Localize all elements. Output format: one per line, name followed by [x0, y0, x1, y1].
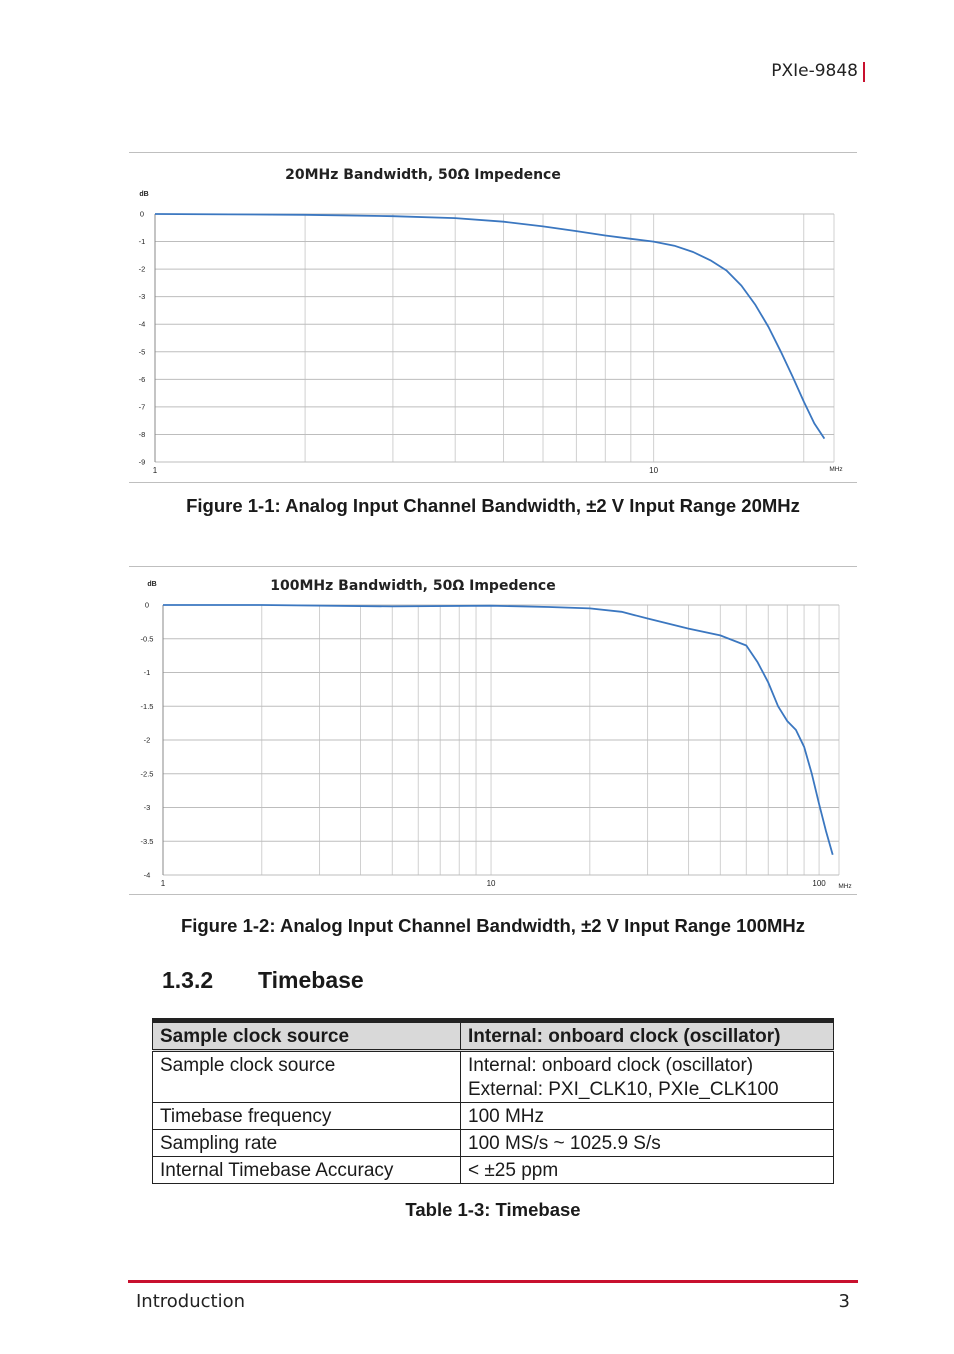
table-cell-value: 100 MS/s ~ 1025.9 S/s: [461, 1130, 834, 1157]
y-tick-label: -2: [143, 735, 151, 745]
x-axis-label: MHz: [829, 466, 843, 473]
table-row: [153, 1051, 834, 1103]
x-tick-label: 10: [486, 879, 496, 888]
y-axis-label: dB: [147, 581, 157, 588]
x-tick-label: 10: [649, 466, 659, 475]
y-tick-label: -4: [138, 319, 146, 329]
table-row: [153, 1157, 834, 1184]
y-tick-label: -8: [138, 429, 146, 439]
series-line: [155, 214, 824, 439]
table-cell-label: Internal Timebase Accuracy: [153, 1157, 461, 1184]
figure-1-chart: [129, 152, 857, 483]
x-tick-label: 1: [160, 879, 166, 888]
figure-2-chart: [129, 566, 857, 895]
y-tick-label: -0.5: [140, 634, 154, 644]
y-tick-label: -4: [143, 870, 151, 880]
y-tick-label: -1: [143, 668, 151, 677]
table-cell-line: External: PXI_CLK10, PXIe_CLK100: [468, 1079, 779, 1100]
table-cell-label: Sample clock source: [153, 1051, 461, 1103]
y-tick-label: -7: [138, 402, 146, 412]
y-tick-label: -3.5: [140, 836, 154, 846]
section-number: 1.3.2: [162, 967, 214, 993]
y-tick-label: -2.5: [140, 769, 154, 779]
table-row: [153, 1103, 834, 1130]
section-heading: [162, 967, 364, 994]
header-product-name: PXIe-9848: [771, 61, 858, 81]
y-axis-label: dB: [139, 191, 149, 198]
table-cell-value: 100 MHz: [461, 1103, 834, 1130]
y-tick-label: -6: [138, 374, 146, 384]
y-tick-label: -2: [138, 264, 146, 274]
footer-rule: [128, 1280, 858, 1283]
y-tick-label: -3: [138, 292, 146, 302]
y-tick-label: 0: [139, 209, 145, 219]
footer-section-name: Introduction: [136, 1291, 246, 1312]
y-tick-label: -5: [138, 347, 146, 357]
y-tick-label: -3: [143, 803, 151, 812]
header-accent-bar: [863, 62, 865, 82]
y-tick-label: -1: [138, 237, 146, 247]
table-header-cell: Sample clock source: [153, 1021, 461, 1051]
table-header-cell: Internal: onboard clock (oscillator): [461, 1021, 834, 1051]
table-cell-label: Timebase frequency: [153, 1103, 461, 1130]
table-cell-line: Internal: onboard clock (oscillator): [468, 1055, 754, 1076]
x-tick-label: 1: [152, 466, 158, 475]
x-tick-label: 100: [812, 879, 826, 888]
chart-title: 20MHz Bandwidth, 50Ω Impedence: [285, 167, 561, 183]
figure-2-caption: Figure 1-2: Analog Input Channel Bandwidth, ±2 V Input Range 100MHz: [180, 915, 806, 936]
y-tick-label: -1.5: [140, 701, 154, 711]
figure-1-caption: Figure 1-1: Analog Input Channel Bandwidth, ±2 V Input Range 20MHz: [186, 495, 800, 516]
y-tick-label: 0: [144, 600, 150, 610]
table-row: [153, 1130, 834, 1157]
table-cell-value: [461, 1051, 834, 1103]
table-cell-label: Sampling rate: [153, 1130, 461, 1157]
footer-page-number: 3: [838, 1291, 850, 1312]
series-line: [163, 605, 833, 855]
timebase-table: [152, 1018, 834, 1184]
x-axis-label: MHz: [838, 883, 852, 890]
table-header-row: [153, 1021, 834, 1051]
section-title: Timebase: [258, 967, 364, 993]
bandwidth-chart-20mhz: [129, 153, 857, 482]
table-caption: Table 1-3: Timebase: [405, 1199, 581, 1220]
bandwidth-chart-100mhz: [129, 567, 857, 894]
chart-title: 100MHz Bandwidth, 50Ω Impedence: [270, 578, 556, 594]
table-cell-value: < ±25 ppm: [461, 1157, 834, 1184]
y-tick-label: -9: [138, 457, 146, 467]
